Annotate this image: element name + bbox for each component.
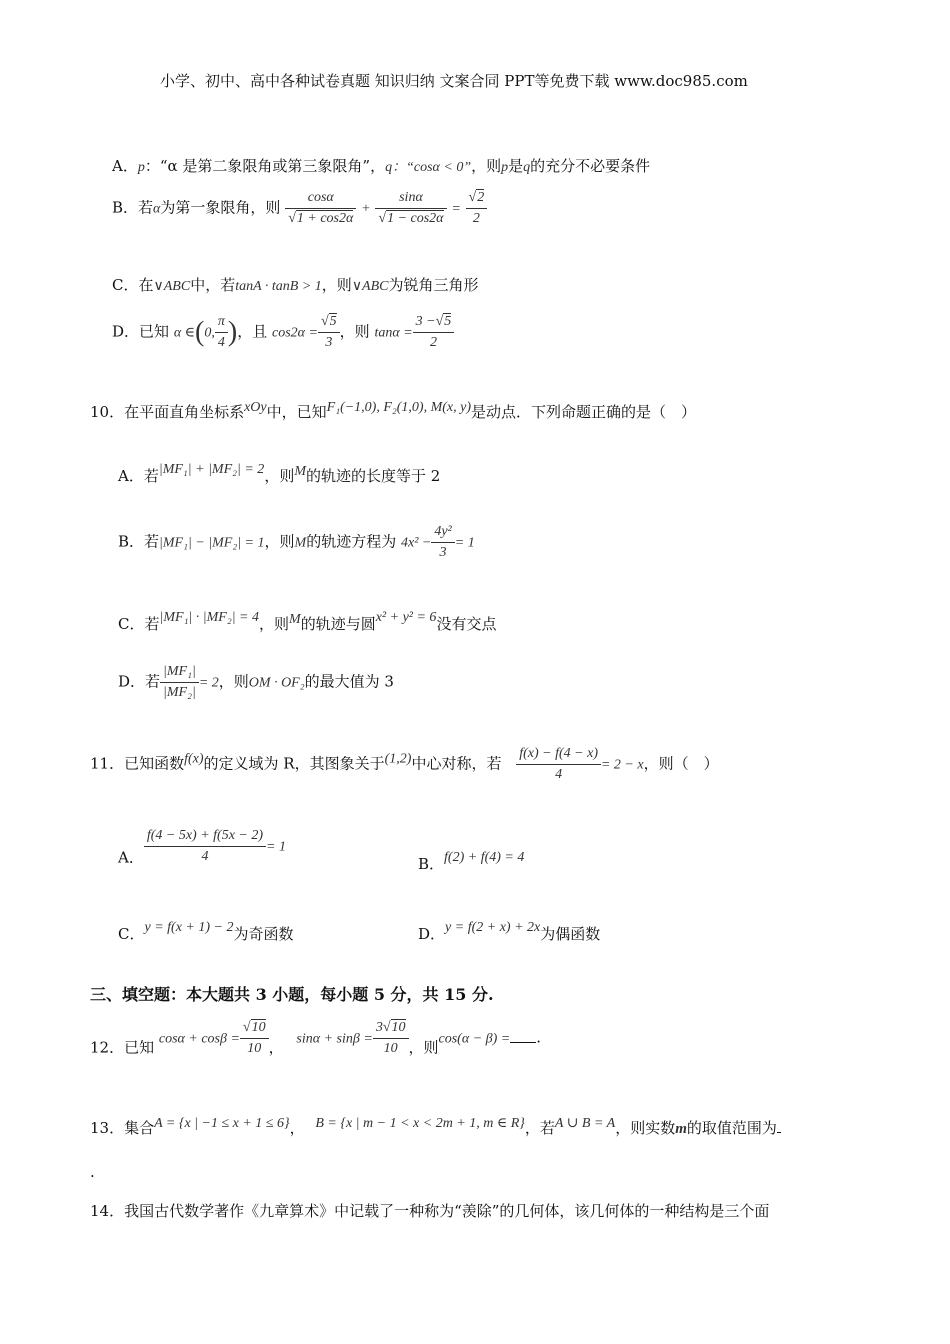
- text: 的取值范围为: [686, 1119, 777, 1137]
- q10-option-a: [118, 462, 440, 486]
- denominator: 10: [383, 1041, 398, 1056]
- text: 中，已知: [266, 403, 327, 421]
- math-m: M: [289, 612, 301, 627]
- fraction: [318, 312, 340, 353]
- text: 是动点．下列命题正确的是（ ）: [471, 403, 697, 421]
- option-label: C．: [112, 276, 139, 294]
- q14: 14．我国古代数学著作《九章算术》中记载了一种称为“羡除”的几何体，该几何体的一种结构是三个面: [90, 1202, 770, 1220]
- q9-option-a: [112, 155, 650, 176]
- q12: [90, 1018, 541, 1059]
- text: ，则: [259, 615, 290, 633]
- radicand: 10: [251, 1020, 266, 1035]
- math-m: M: [294, 535, 307, 551]
- text: 的轨迹的长度等于 2: [306, 467, 441, 485]
- plus-sign: +: [361, 201, 371, 217]
- q11-stem: [90, 744, 719, 785]
- fraction: [285, 188, 356, 229]
- radicand: 5: [444, 314, 452, 329]
- math-triangle: ∨ABC: [351, 279, 389, 294]
- fraction: [431, 522, 454, 563]
- option-label: A．: [118, 848, 144, 867]
- text: 若: [138, 198, 154, 217]
- text: ，则: [218, 672, 249, 691]
- math-q: q: [385, 160, 393, 175]
- numerator: √2: [466, 188, 488, 209]
- numerator: 4y²: [431, 522, 454, 543]
- numerator: 3 −√5: [413, 312, 455, 333]
- math-q: q: [523, 160, 531, 175]
- math-expression: = 2 − x: [600, 757, 644, 773]
- fraction: [160, 662, 199, 703]
- text: 的轨迹与圆: [300, 615, 376, 633]
- q10-option-c: [118, 610, 496, 634]
- math-triangle: ∨ABC: [153, 279, 191, 294]
- text: 12．已知: [90, 1038, 155, 1057]
- math-expression: |MF₁| − |MF₂| = 1: [159, 535, 265, 551]
- text: ，则: [264, 532, 295, 551]
- text: ，若: [524, 1119, 555, 1137]
- option-label: D．: [418, 925, 446, 943]
- text: 的最大值为 3: [304, 672, 394, 691]
- zero: 0,: [204, 325, 215, 341]
- page-header: 小学、初中、高中各种试卷真题 知识归纳 文案合同 PPT等免费下载 www.doc985.com: [160, 72, 748, 90]
- math-expression: tanA · tanB > 1: [235, 279, 322, 294]
- denominator: √1 − cos2α: [378, 211, 444, 226]
- text: 若: [145, 672, 161, 691]
- text: ，: [289, 1119, 305, 1137]
- q10-stem: [90, 400, 696, 422]
- option-label: D．: [118, 672, 146, 691]
- right-paren: ): [227, 316, 238, 348]
- fraction: [373, 1018, 409, 1059]
- text: .: [536, 1028, 541, 1047]
- fraction: [215, 312, 228, 353]
- answer-blank[interactable]: [510, 1028, 536, 1043]
- text: ，则: [408, 1038, 439, 1057]
- radicand: 1 − cos2α: [387, 211, 444, 226]
- answer-blank[interactable]: [777, 1118, 781, 1133]
- text: 为偶函数: [540, 925, 601, 943]
- text: 为锐角三角形: [388, 276, 479, 294]
- text: ，则: [264, 467, 295, 485]
- option-label: B．: [112, 198, 139, 217]
- fraction: [240, 1018, 269, 1059]
- math-m: M: [294, 464, 306, 479]
- numerator: |MF₁|: [160, 662, 199, 683]
- math-expression: α ∈: [173, 325, 196, 341]
- numerator: f(4 − 5x) + f(5x − 2): [144, 826, 266, 847]
- fraction: [516, 744, 601, 785]
- text: ，则: [321, 276, 352, 294]
- math-expression: 4x² −: [400, 535, 432, 551]
- math-expression: cosα + cosβ =: [158, 1031, 240, 1047]
- fraction: [466, 188, 488, 229]
- text: ：: [144, 157, 160, 175]
- text: ，且: [237, 322, 268, 341]
- option-label: D．: [112, 322, 140, 341]
- fraction: [144, 826, 266, 867]
- numerator: f(x) − f(4 − x): [516, 744, 601, 765]
- equals-sign: =: [451, 201, 461, 217]
- numerator: π: [215, 312, 228, 333]
- text: ，则实数: [615, 1119, 676, 1137]
- text: 的定义域为 R，其图象关于: [203, 754, 385, 773]
- text: 已知: [139, 322, 170, 341]
- radicand: 1 + cos2α: [296, 211, 354, 226]
- text: ，则: [471, 157, 502, 175]
- numerator: cosα: [285, 188, 356, 209]
- math-alpha: α: [153, 201, 161, 217]
- q9-option-b: [112, 188, 487, 229]
- math-fx: f(x): [184, 751, 204, 767]
- math-xoy: xOy: [244, 400, 267, 415]
- radicand: 5: [329, 314, 337, 329]
- denominator: 4: [555, 767, 563, 782]
- text: 10．在平面直角坐标系: [90, 403, 245, 421]
- text: 为第一象限角，则: [160, 198, 281, 217]
- text: “α 是第二象限角或第三象限角”，: [159, 157, 386, 175]
- text: 在: [138, 276, 154, 294]
- math-expression: tanα =: [374, 325, 413, 341]
- text: 是: [508, 157, 524, 175]
- numerator: sinα: [375, 188, 446, 209]
- math-p: p: [137, 160, 145, 175]
- option-label: B．: [418, 855, 445, 873]
- math-expression: ：“cosα < 0”: [392, 160, 472, 175]
- numerator: 3√10: [373, 1018, 409, 1039]
- q13-continued: .: [90, 1163, 95, 1181]
- text: 的充分不必要条件: [530, 157, 651, 175]
- q13: [90, 1115, 781, 1138]
- option-label: C．: [118, 615, 145, 633]
- math-expression: cos2α =: [272, 325, 318, 341]
- denominator: 4: [217, 335, 225, 350]
- math-expression: y = f(2 + x) + 2x: [445, 920, 541, 935]
- numerator: √5: [318, 312, 340, 333]
- text: 的轨迹方程为: [306, 532, 397, 551]
- math-set-a: A = {x | −1 ≤ x + 1 ≤ 6}: [154, 1116, 290, 1131]
- text: ，: [268, 1038, 284, 1057]
- text: 若: [144, 532, 160, 551]
- text: 若: [143, 467, 159, 485]
- math-expression: y = f(x + 1) − 2: [144, 920, 234, 935]
- math-expression: |MF₁| · |MF₂| = 4: [159, 610, 260, 625]
- text: 没有交点: [436, 615, 497, 633]
- numerator: √10: [240, 1018, 269, 1039]
- denominator: |MF₂|: [163, 685, 196, 700]
- option-label: B．: [118, 532, 145, 551]
- math-expression: = 1: [454, 535, 475, 551]
- denominator: 4: [201, 849, 209, 864]
- math-expression: f(2) + f(4) = 4: [444, 850, 525, 865]
- q11-option-a: [118, 826, 286, 868]
- radicand: 10: [391, 1020, 406, 1035]
- fraction: [375, 188, 446, 229]
- text: ，则: [339, 322, 370, 341]
- math-expression: = 2: [198, 675, 219, 691]
- math-expression: = 1: [266, 839, 286, 855]
- numerator-part: 3 −: [415, 314, 436, 329]
- q11-option-b: [418, 850, 524, 874]
- fraction: [413, 312, 455, 353]
- section-heading: 三、填空题：本大题共 3 小题，每小题 5 分，共 15 分.: [90, 985, 494, 1004]
- left-paren: (: [195, 316, 205, 348]
- math-union: A ∪ B = A: [554, 1116, 616, 1131]
- denominator: 2: [472, 211, 480, 226]
- math-set-b: B = {x | m − 1 < x < 2m + 1, m ∈ R}: [315, 1116, 525, 1131]
- option-label: A．: [112, 157, 138, 175]
- option-label: A．: [118, 467, 144, 485]
- denominator: 10: [247, 1041, 262, 1056]
- radicand: 2: [477, 190, 485, 205]
- q9-option-c: [112, 274, 479, 295]
- math-points: F₁(−1,0), F₂(1,0), M(x, y): [326, 400, 472, 415]
- option-label: C．: [118, 925, 145, 943]
- math-dot-product: OM · OF₂: [248, 675, 305, 691]
- text: 中，若: [190, 276, 236, 294]
- coefficient: 3: [375, 1020, 383, 1035]
- denominator: 2: [429, 335, 437, 350]
- text: 为奇函数: [233, 925, 294, 943]
- math-expression: cos(α − β) =: [438, 1031, 511, 1047]
- math-center: (1,2): [384, 751, 412, 767]
- text: 13．集合: [90, 1119, 155, 1137]
- denominator: √1 + cos2α: [288, 211, 354, 226]
- text: 11．已知函数: [90, 754, 185, 773]
- text: 中心对称，若: [411, 754, 502, 773]
- q10-option-d: [118, 662, 394, 703]
- q11-option-c: [118, 920, 293, 944]
- denominator: 3: [325, 335, 333, 350]
- math-expression: |MF₁| + |MF₂| = 2: [158, 462, 265, 477]
- text: 若: [144, 615, 160, 633]
- q11-option-d: [418, 920, 600, 944]
- denominator: 3: [439, 545, 447, 560]
- math-p: p: [501, 160, 509, 175]
- q10-option-b: [118, 522, 475, 563]
- math-expression: sinα + sinβ =: [296, 1031, 373, 1047]
- math-circle: x² + y² = 6: [375, 610, 437, 625]
- math-m: m: [675, 1121, 687, 1137]
- text: ，则（ ）: [643, 754, 719, 773]
- q9-option-d: [112, 312, 454, 353]
